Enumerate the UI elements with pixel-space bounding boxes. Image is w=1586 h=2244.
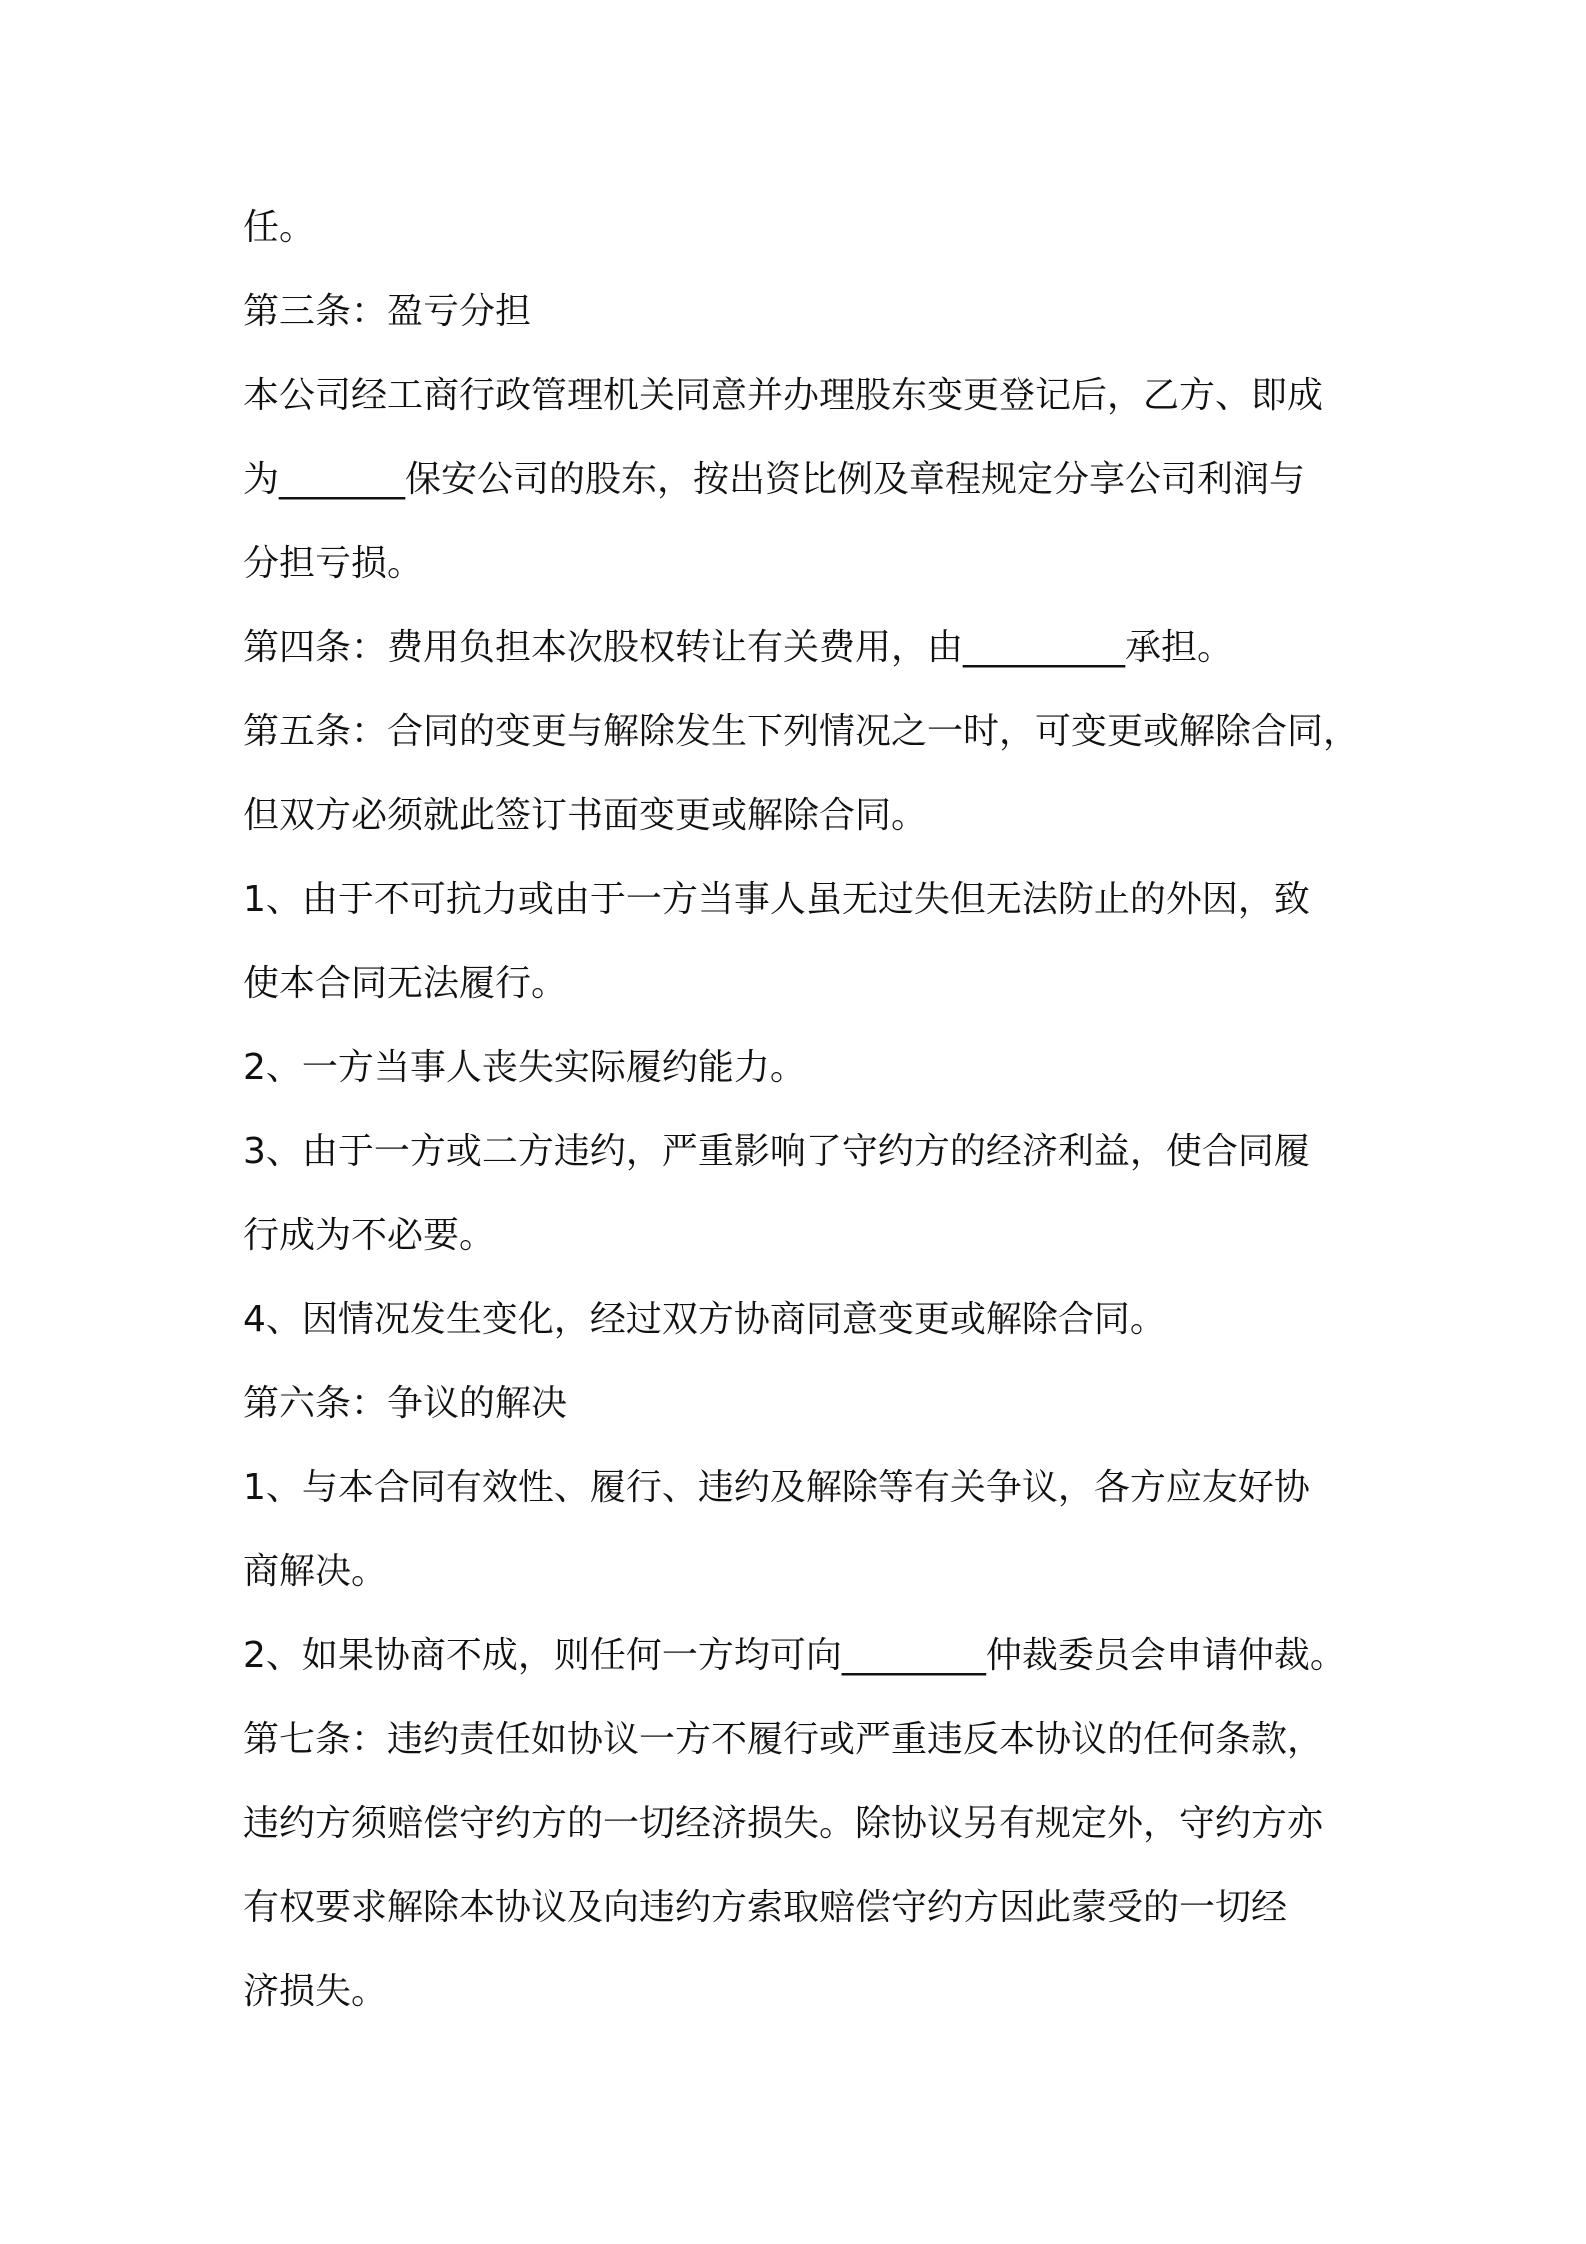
list-item-line: 2、一方当事人丧失实际履约能力。 [243,1047,806,1088]
paragraph-line: 济损失。 [243,1971,388,2012]
list-item-line: 商解决。 [243,1551,388,1592]
list-item-line: 4、因情况发生变化，经过双方协商同意变更或解除合同。 [243,1299,1166,1340]
list-item-line: 2、如果协商不成，则任何一方均可向________仲裁委员会申请仲裁。 [243,1635,1346,1676]
paragraph-line: 分担亏损。 [243,543,424,584]
list-item-line: 使本合同无法履行。 [243,963,568,1004]
list-item-line: 1、由于不可抗力或由于一方当事人虽无过失但无法防止的外因，致 [243,879,1310,920]
section-heading-article-4: 第四条：费用负担本次股权转让有关费用，由_________承担。 [243,627,1234,668]
list-item-line: 1、与本合同有效性、履行、违约及解除等有关争议，各方应友好协 [243,1467,1310,1508]
paragraph-line: 违约方须赔偿守约方的一切经济损失。除协议另有规定外，守约方亦 [243,1803,1324,1844]
paragraph-line: 为_______保安公司的股东，按出资比例及章程规定分享公司利润与 [243,459,1306,500]
paragraph-line: 有权要求解除本协议及向违约方索取赔偿守约方因此蒙受的一切经 [243,1887,1288,1928]
paragraph-continuation: 任。 [243,207,316,248]
list-item-line: 3、由于一方或二方违约，严重影响了守约方的经济利益，使合同履 [243,1131,1310,1172]
section-heading-article-6: 第六条：争议的解决 [243,1383,568,1424]
paragraph-line: 但双方必须就此签订书面变更或解除合同。 [243,795,928,836]
section-heading-article-7: 第七条：违约责任如协议一方不履行或严重违反本协议的任何条款， [243,1719,1324,1760]
section-heading-article-5: 第五条：合同的变更与解除发生下列情况之一时，可变更或解除合同， [243,711,1360,752]
paragraph-line: 本公司经工商行政管理机关同意并办理股东变更登记后，乙方、即成 [243,375,1324,416]
list-item-line: 行成为不必要。 [243,1215,496,1256]
section-heading-article-3: 第三条：盈亏分担 [243,291,532,332]
